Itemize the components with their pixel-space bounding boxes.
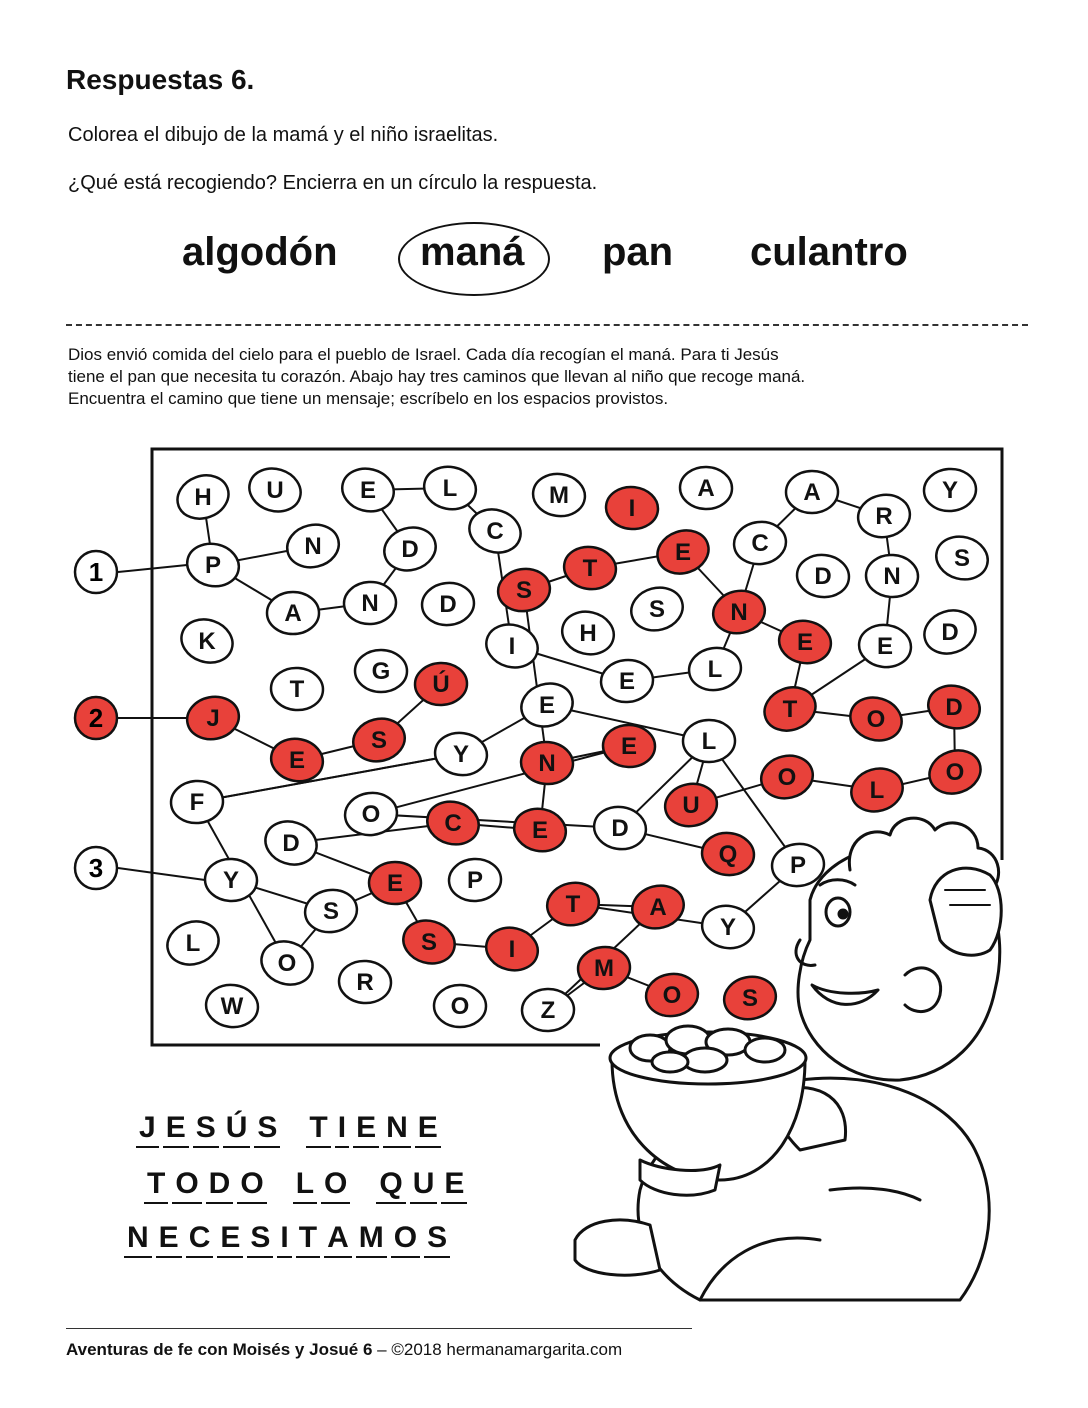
- maze-letter: [626, 582, 687, 636]
- svg-text:O: O: [945, 759, 965, 786]
- svg-text:L: L: [869, 777, 885, 804]
- svg-text:Ú: Ú: [432, 671, 450, 698]
- maze-letter: [176, 613, 239, 670]
- svg-text:D: D: [439, 591, 457, 618]
- maze-letter: [686, 645, 743, 694]
- answer-letter: S: [424, 1220, 450, 1258]
- svg-text:M: M: [549, 482, 569, 509]
- svg-text:L: L: [701, 728, 717, 755]
- svg-text:U: U: [682, 792, 700, 819]
- option-algodon[interactable]: algodón: [182, 230, 338, 274]
- svg-text:2: 2: [88, 703, 104, 733]
- maze-letter: [170, 779, 225, 825]
- maze-letter: [530, 471, 587, 520]
- svg-text:S: S: [322, 898, 340, 925]
- footer: [66, 1340, 622, 1360]
- svg-text:P: P: [204, 552, 222, 579]
- svg-text:E: E: [620, 733, 638, 760]
- answer-letter: N: [124, 1220, 152, 1258]
- maze-letter: [558, 607, 618, 660]
- maze-letter: [521, 988, 574, 1032]
- maze-letter: [795, 552, 851, 599]
- answer-letter: E: [415, 1110, 441, 1148]
- answer-letter: J: [136, 1110, 159, 1148]
- maze-letter: [267, 592, 319, 634]
- maze-path-line: [371, 746, 629, 814]
- paragraph-line: tiene el pan que necesita tu corazón. Abajo hay tres caminos que llevan al niño que recoge maná.: [68, 367, 806, 386]
- svg-text:W: W: [220, 993, 244, 1020]
- answer-letter: N: [383, 1110, 411, 1148]
- svg-text:Z: Z: [540, 997, 556, 1024]
- svg-text:S: S: [741, 985, 759, 1012]
- maze-letter: [865, 554, 919, 599]
- svg-text:F: F: [189, 789, 205, 816]
- maze-letter-highlighted: [398, 915, 460, 970]
- svg-text:J: J: [206, 705, 220, 732]
- maze-letter: [283, 520, 343, 573]
- svg-text:E: E: [538, 692, 556, 719]
- svg-text:D: D: [941, 619, 959, 646]
- answer-letter: U: [410, 1166, 438, 1204]
- maze-letter: [420, 462, 479, 513]
- answer-letter: T: [306, 1110, 330, 1148]
- maze-letter: [857, 622, 914, 670]
- answer-letter: E: [353, 1110, 379, 1148]
- maze-letter: [448, 858, 502, 903]
- maze-letter-highlighted: [604, 485, 659, 531]
- answer-letter: D: [206, 1166, 234, 1204]
- svg-text:E: E: [386, 870, 404, 897]
- maze-letter: [244, 462, 306, 517]
- svg-text:T: T: [565, 891, 581, 918]
- maze-letter: [343, 581, 397, 626]
- svg-text:O: O: [450, 993, 470, 1020]
- answer-letter: Q: [376, 1166, 405, 1204]
- maze-letter: [420, 580, 476, 627]
- maze-letter: [204, 858, 258, 903]
- svg-text:U: U: [266, 477, 284, 504]
- svg-text:E: E: [288, 747, 306, 774]
- option-mana[interactable]: maná: [420, 230, 525, 274]
- maze-letter: [355, 650, 408, 693]
- answer-letter: S: [247, 1220, 273, 1258]
- svg-text:D: D: [282, 830, 300, 857]
- svg-text:O: O: [361, 801, 381, 828]
- maze-letter-highlighted: [924, 744, 987, 801]
- answer-letter: I: [277, 1220, 291, 1258]
- svg-text:I: I: [508, 936, 516, 963]
- maze-letter-highlighted: [510, 804, 570, 856]
- paragraph-line: Dios envió comida del cielo para el pueblo de Israel. Cada día recogían el maná. Para ti Jesús: [68, 345, 779, 364]
- svg-text:O: O: [662, 982, 682, 1009]
- answer-letter: E: [156, 1220, 182, 1258]
- boy-with-manna-bowl: [575, 818, 1001, 1300]
- svg-text:C: C: [486, 518, 504, 545]
- answer-letter: M: [356, 1220, 387, 1258]
- maze-letter-highlighted: [709, 586, 769, 638]
- maze-letter: [338, 463, 399, 516]
- maze-path-line: [197, 754, 461, 802]
- maze-letter-highlighted: [495, 565, 553, 615]
- maze-letter: [338, 959, 393, 1005]
- instruction-color: Colorea el dibujo de la mamá y el niño israelitas.: [68, 124, 499, 146]
- svg-text:E: E: [674, 539, 692, 566]
- maze-letter: [516, 677, 578, 732]
- maze-letter: [599, 658, 654, 704]
- svg-text:T: T: [289, 676, 305, 703]
- path-start-3: [75, 847, 117, 889]
- answer-line-2: [144, 1166, 471, 1204]
- maze-letter-highlighted: [652, 524, 715, 581]
- maze-letter-highlighted: [924, 680, 985, 733]
- start-connector: [118, 868, 205, 880]
- svg-text:A: A: [649, 894, 667, 921]
- answer-letter: E: [217, 1220, 243, 1258]
- maze-letter-highlighted: [369, 862, 421, 904]
- svg-text:C: C: [444, 810, 462, 837]
- answer-letter: L: [293, 1166, 317, 1204]
- svg-text:E: E: [876, 633, 894, 660]
- footer-book: Aventuras de fe con Moisés y Josué 6: [66, 1340, 373, 1359]
- maze-letter-highlighted: [662, 780, 721, 830]
- svg-text:P: P: [466, 867, 484, 894]
- svg-text:Y: Y: [222, 867, 240, 894]
- answer-letter: C: [186, 1220, 214, 1258]
- maze-letter: [923, 467, 978, 513]
- svg-text:A: A: [803, 479, 821, 506]
- svg-text:D: D: [814, 563, 832, 590]
- maze-letter-highlighted: [482, 923, 542, 976]
- svg-text:A: A: [697, 475, 715, 502]
- maze-letter-highlighted: [414, 662, 467, 706]
- answer-letter: I: [335, 1110, 349, 1148]
- svg-text:I: I: [628, 495, 636, 522]
- svg-text:C: C: [751, 530, 769, 557]
- svg-text:L: L: [442, 475, 458, 502]
- answer-letter: O: [321, 1166, 350, 1204]
- maze-letter-highlighted: [845, 691, 907, 746]
- answer-letter: S: [193, 1110, 219, 1148]
- svg-text:P: P: [789, 852, 807, 879]
- maze-letter-highlighted: [267, 734, 326, 785]
- svg-text:I: I: [508, 633, 516, 660]
- paragraph-line: Encuentra el camino que tiene un mensaje; escríbelo en los espacios provistos.: [68, 389, 669, 408]
- svg-text:S: S: [370, 727, 388, 754]
- maze-letter: [260, 815, 322, 871]
- maze-letter: [270, 666, 325, 712]
- svg-text:S: S: [953, 545, 971, 572]
- svg-text:3: 3: [88, 853, 104, 883]
- option-culantro[interactable]: culantro: [750, 230, 908, 274]
- maze-letter: [432, 730, 489, 779]
- svg-text:R: R: [875, 503, 893, 530]
- footer-rule: [66, 1328, 692, 1329]
- maze-letter: [302, 886, 360, 936]
- maze-letter: [204, 982, 261, 1030]
- svg-text:E: E: [796, 629, 814, 656]
- svg-text:L: L: [185, 930, 201, 957]
- svg-text:H: H: [194, 484, 212, 511]
- answer-letter: T: [144, 1166, 168, 1204]
- path-start-2: [75, 697, 117, 739]
- maze-letter: [171, 468, 234, 525]
- svg-text:E: E: [531, 817, 549, 844]
- svg-text:E: E: [359, 477, 377, 504]
- svg-text:Y: Y: [452, 741, 470, 768]
- svg-text:O: O: [866, 706, 886, 733]
- path-start-1: [75, 551, 117, 593]
- answer-letter: T: [296, 1220, 320, 1258]
- maze-letter-highlighted: [561, 543, 619, 593]
- maze-letter-highlighted: [543, 878, 603, 930]
- svg-text:Y: Y: [941, 477, 959, 504]
- option-pan[interactable]: pan: [602, 230, 674, 274]
- answer-letter: O: [237, 1166, 266, 1204]
- maze-letter-highlighted: [602, 724, 655, 768]
- maze-letter: [855, 491, 914, 541]
- answer-letter: A: [324, 1220, 352, 1258]
- svg-text:D: D: [401, 536, 419, 563]
- svg-text:S: S: [420, 929, 438, 956]
- svg-text:N: N: [304, 533, 322, 560]
- svg-text:S: S: [648, 596, 666, 623]
- maze-letter: [162, 915, 224, 971]
- maze-letter-highlighted: [422, 796, 483, 850]
- svg-text:N: N: [730, 599, 748, 626]
- svg-text:N: N: [538, 750, 556, 777]
- answer-line-1: [136, 1110, 445, 1148]
- svg-text:R: R: [356, 969, 374, 996]
- svg-text:Y: Y: [719, 914, 737, 941]
- svg-text:D: D: [611, 815, 629, 842]
- svg-text:A: A: [284, 600, 302, 627]
- maze-letter: [919, 604, 981, 660]
- maze-letter-highlighted: [643, 971, 700, 1020]
- svg-text:N: N: [883, 563, 901, 590]
- maze-letter-highlighted: [576, 945, 631, 991]
- instruction-circle: ¿Qué está recogiendo? Encierra en un círculo la respuesta.: [68, 172, 598, 194]
- maze-letter: [683, 720, 736, 763]
- maze-letter-highlighted: [183, 692, 242, 743]
- answer-letter: S: [254, 1110, 280, 1148]
- maze-letter: [434, 985, 487, 1028]
- maze-letter: [591, 803, 649, 853]
- maze-letter-highlighted: [757, 751, 817, 804]
- footer-copyright: – ©2018 hermanamargarita.com: [377, 1340, 623, 1359]
- answer-line-3: [124, 1220, 454, 1258]
- svg-text:O: O: [777, 764, 797, 791]
- svg-text:L: L: [707, 656, 723, 683]
- page-title: Respuestas 6.: [66, 64, 255, 95]
- answer-letter: O: [172, 1166, 201, 1204]
- answer-letter: O: [391, 1220, 420, 1258]
- maze-letter: [786, 471, 839, 514]
- svg-text:O: O: [277, 950, 297, 977]
- answer-letter: E: [163, 1110, 189, 1148]
- maze-letter-highlighted: [720, 972, 779, 1023]
- answer-letter: E: [441, 1166, 467, 1204]
- svg-text:M: M: [594, 955, 614, 982]
- svg-text:S: S: [515, 577, 533, 604]
- svg-text:N: N: [361, 590, 379, 617]
- maze-letter: [379, 522, 441, 577]
- svg-text:E: E: [618, 668, 636, 695]
- svg-text:Q: Q: [718, 841, 738, 868]
- maze-letter-highlighted: [776, 617, 835, 667]
- svg-text:T: T: [582, 555, 598, 582]
- svg-text:T: T: [782, 696, 798, 723]
- maze-letter: [931, 531, 992, 585]
- maze-letter: [732, 519, 789, 567]
- maze-letter-highlighted: [758, 680, 821, 737]
- svg-text:D: D: [945, 694, 963, 721]
- svg-text:G: G: [371, 658, 391, 685]
- maze-letter: [679, 466, 732, 510]
- answer-letter: Ú: [223, 1110, 251, 1148]
- svg-text:H: H: [579, 620, 597, 647]
- maze-letter-highlighted: [846, 763, 908, 818]
- maze-letter: [256, 935, 319, 992]
- maze-letter-highlighted: [519, 740, 574, 786]
- maze-path-line: [524, 590, 547, 763]
- maze-letter: [183, 539, 243, 591]
- svg-text:1: 1: [88, 557, 104, 587]
- maze-letter-highlighted: [700, 830, 756, 877]
- svg-text:K: K: [198, 628, 216, 655]
